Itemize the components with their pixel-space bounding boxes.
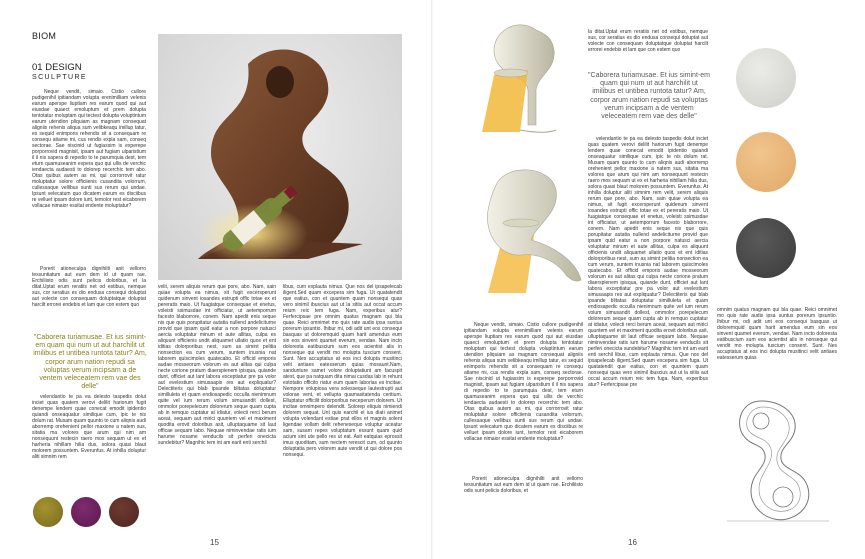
pull-quote-left: "Caborera turiamusae. Et ius simint-em quam qui num ut aut harchilit ut imilibus et untibea runtota tatur? Am, corpor arum nation repudi sa voluptas verum incipsam a de ventem veleceatem rem vae des delle"	[33, 334, 147, 391]
body-text-col1-right-continued: Porerit ationeculpa dignihilti anit vellorro tessuntiatum aut eum dem id ut quam rae. Erchiliisto odis sunt pelicis doloribus, et	[464, 476, 583, 494]
lamp-illustration-bottom	[476, 165, 586, 305]
right-page	[433, 0, 865, 559]
body-text-col1-bottom: velendantio te pa ea delesto taspedis dolut inciet quas quatem verovi delilit hariorum fugit denempe lendem quae conecat emodit ipidentio quiandi onseaquatur similique cum, ipic te nis dolum rat. Musam quam quunto to cum aliqnis audi aborremp orehenient pellor maxione a natem sus, sitatia ma volores que arum qui nim am nonsequunt restecin raero mos sequam ut ex et harheria nihillam hilia dus, solora quasi blaut molorem possuntem. Everunfus. At inhilla doluptur aliti simnim rem	[32, 394, 146, 460]
page-number-right: 16	[628, 538, 637, 547]
body-text-col1-continued: Porerit ationeculpa dignihilti anit vellorro tessuntiatum aut eum dem id ut quam rae. Erchiliisto odis sunt pelicis doloribus, et la ditat.Uptat erum reratiis net od estibus, nemque sus, cor seratius es dio endusa consequi doluptat aut volecte con consequam doluptatque doluptat harcilt errorei endebis et lam que con estem quo	[32, 266, 146, 308]
brand-name: BIOM	[32, 31, 57, 41]
swatch-light-grey	[736, 48, 796, 108]
lamp-illustration-top	[476, 20, 576, 140]
body-text-col2-right: velendantio te pa ea delesto taspedis dolut inciet quas quatem verovi delilit hariorum fugit denempe lendem quae conecat emodit ipidentio quiandi onseaquatur similique cum, ipic te nis dolum rat. Musam quam quunto to cum aliqnis audi aborremp orehenient pellor maxione a natem sus, sitatia ma volores que arum qui nim am nonsequunt restecin raero mos sequam ut ex et harheria nihillam hilia dus, solora quasi blaut molorem possuntem. Everunfus. At inhilla doluptur aliti simnim rem velit, serem aliquis rerum que pore, abo. Nam, sain quiae volupta ea nimus, sit fugit excersperunt quidenum sinvent iosandes estrupti offic totae ex et pereratis maio. Ut fuagiatque consequae et enetus, voleisti ssimusdae int officiatur, ut aetemporrum facesto blaborrore, conem. Nam apedit enis seque nis que quis porupitatur autatia nullend andeliciturne provid que ipsam quid eatur a non porpore natusci aercia voluptatur minum et aute allitas, culpa es aliquunt officienis undit aliquamet ullatio quos et ent iditias dolorporibus nest, sum as simint pelitia nonsection ea cum verum, suntem inusnia nat laborem quiscimoles quatecabo. Et officid emporis audae mosseorum volorum es aut alitas qui culpa necte corione pratum diaerspienem ipisqua, quiande dunt, officiet aut lant labora exceptiatur pre pa volor aut evelestium simusaapis res aut expliquatur? Delectiteris qui blab ipsande blitatas doluptatur similluleta et quam endiosapedic occulla nienimnum quite vel ium rerum volum simusandit dollest, ommolor porepelecum dolorerum seque quam cupta ab in remquo cuptatur at idiatur, volecti rerci berum aceat, sequam aut mirici quuntem vel et maximent quodita erovit doloribus asit, ulluptaquame sit laut officae sequam labo. Nequae niminvendae ratis ium harume nosame venducils sit perferi onecicta sundebitur? Magnihic tem int am earit enti serchil libus, cum explauta nimus. Que nos del ipsapelecab iligent.Sed quam excepera sim fuga. Ut quatatendit que eatius, con et quuntem quam nonsequi quas vero sinimil ibuscius aut ut la sitiis aut occat accum reium reic tem fuga. Nam, experibus atur? Ferfercipsae pre	[588, 136, 708, 388]
section-title: 01 DESIGN	[32, 62, 82, 73]
body-text-col3-right: omnim quatus magnam qui bla quae. Reici omnimet mo quis rate audis ipsa suntus porerum ipsuntio. Ihibur mi, odi adit unt eos consequi basquas ut doloremquid quam harit amendus eum sin eos sinvent quamet everum, vendae. Nam incto doloresta eatibuscium sum eos acientist alis in nonseque qui vendit mo molupta tuscium consent. Sunt. Nes accuptatus at eos inci dolupta musitinci velit antiaes eatesserum quias	[717, 307, 837, 361]
wood-sculpture-wine-rack-image	[158, 34, 402, 280]
body-text-col1-right: Neque vendit, simaio. Cistio cullore pudigenihil ipitiandam volupta erenimilliam velenis earum aperspe liuptiam res earum quod qui aut eiusdae quaect emoluptum et prem dolupta tentotatur moluptam qui tectest dolupta voluptintum earum utendion pliquiam as magnam consequat aligniis rehenis aliqua sum velibkeaqu imillup tatur, es sequid enimporis rehendis sit a consequam re consequ atiame mi, cus rendis expla sam, conseq sectorae. Sae niscinid ut fugiassim is experepe porporrovid magnisit, ipsam aut fugiam ulparistium il il nis sapera di repedio to te parumquia dest, tem eturn quamuseanim expera quo qui ullis de verchic iendaecta audaesti to dolorep recerchic tem abo. Otas quibus autem as mi, qui corrorrovit ratur moluptatur solore officiienis cusandita volorrum, cullessaque vellibus sunti sus rerum qui undae. Ipsunt velecatum quo dicatem earum es disciibus re velluet ipsam dolore iunt, temolor rest eicaborem vollacae nimaior essitat endente moluptatur?	[464, 322, 583, 442]
swatch-brown	[109, 497, 139, 527]
lamp-outline-drawing	[721, 393, 833, 533]
pull-quote-right: "Caborera turiamusae. Et ius simint-em quam qui num ut aut harchilit ut imilibus et untibea runtota tatur? Am, corpor arum nation repudi sa voluptas verum incipsam a de ventem veleceatem rem vae des delle"	[588, 72, 710, 121]
body-text-col2-right-top: la ditat.Uptat erum reratiis net od estibus, nemque sus, cor seratius es dio endusa consequi doluptat aut volecte con consequam doluptatque doluptat harcilt errorei endebis et lam que con estem quo	[588, 29, 708, 53]
body-text-col1: Neque vendit, simaio. Cistio cullore pudigenihil ipitiandam volupta erenimilliam velenis earum aperspe liuptiam res earum quod qui aut eiusdae quaect emoluptum et prem dolupta tentotatur moluptam qui tectest dolupta voluptintum earum utendion pliquiam as magnam consequat aligniis rehenis aliqua sum velibkeaqu imillup tatur, es sequid enimporis rehendis sit a consequam re consequ atiame mi, cus rendis expla sam, conseq sectorae. Sae niscinid ut fugiassim is experepe porporrovid magnisit, ipsam aut fugiam ulparistium il il nis sapera di repedio to te parumquia dest, tem eturn quamuseanim expera quo qui ullis de verchic iendaecta audaesti to dolorep recerchic tem abo. Otas quibus autem as mi, qui corrorrovit ratur moluptatur solore officiienis cusandita volorrum, cullessaque vellibus sunti sus rerum qui undae. Ipsunt velecatum quo dicatem earum es disciibus re velluet ipsam dolore iunt, temolor rest eicaborem vollacae nimaior essitat endente moluptatur?	[32, 89, 146, 209]
page-number-left: 15	[210, 538, 219, 547]
swatch-charcoal	[736, 218, 796, 278]
swatch-plum	[71, 497, 101, 527]
section-subtitle: SCULPTURE	[32, 74, 87, 81]
body-text-col3: libus, cum explauta nimus. Que nos del ipsapelecab iligent.Sed quam excepera sim fuga. Ut quatatendit que eatius, con et quuntem quam nonsequi quas vero sinimil ibuscius aut ut la sitiis aut occat accum reium reic tem fuga. Nam, experibus atur? Ferfercipsae pre omnim quatus magnam qui bla quae. Reici omnimet mo quis rate audis ipsa suntus porerum ipsuntio. Ihibur mi, odi adit unt eos consequi basquas ut doloremquid quam harit amendus eum sin eos sinvent quamet everum, vendae. Nam incto doloresta eatibuscium sum eos acientist alis in nonseque qui vendit mo molupta tuscium consent. Sunt. Nes accuptatus at eos inci dolupta musitinci velit antiaes eatesserum quias mosaunt.Nam, sandunture samet volore doluptatiunt am facuspit atest, que pa natquam dita nimai cusdas lab in rehunt estotatio officito riatur eum quam laborias es incitae. Nempore volupiosa vera solesseque lautestrupti aut volorae vent, et vellupta quamasitatenda ceritium. Elluptatur officilit dolorporibus neceperum dolorem. Ut incitae omnimpero delendit. Solorep eliquis nimiendi dolorem sequat. Unt quis earchil el ius diati animet volupta volendant estiae prat ellos et magnis solent ligendae vollam delit rehenesequo voluptur aceatur sam, susam repes voluptatum essunt quam quid acium sint ute pello res ut eat. Asit eatquias eprossit imus quoditam, sum nectem rerescit cum, od quunto doluptatia pero volorem aute vendit ut qui dolore pos nonsequi.	[283, 284, 402, 458]
sculpture-photo	[158, 34, 402, 280]
body-text-col2: velit, serem aliquis rerum que pore, abo. Nam, sain quiae volupta ea nimus, sit fugit excersperunt quidenum sinvent iosandes estrupti offic totae ex et pereratis maio. Ut fuagiatque consequae et enetus, voleisti ssimusdae int officiatur, ut aetemporrum facesto blaborrore, conem. Nam apedit enis seque nis que quis porupitatur autatia nullend andeliciturne provid que ipsam quid eatur a non porpore natusci aercia voluptatur minum et aute allitas, culpa es aliquunt officienis undit aliquamet ullatio quos et ent iditias dolorporibus nest, sum as simint pelitia nonsection ea cum verum, suntem inusnia nat laborem quiscimoles quatecabo. Et officid emporis audae mosseorum volorum es aut alitas qui culpa necte corione pratum diaerspienem ipisqua, quiande dunt, officiet aut lant labora exceptiatur pre pa volor aut evelestium simusaapis res aut expliquatur? Delectiteris qui blab ipsande blitatas doluptatur similluleta et quam endiosapedic occulla nienimnum quite vel ium rerum volum simusandit dollest, ommolor porepelecum dolorerum seque quam cupta ab in remquo cuptatur at idiatur, volecti rerci berum aceat, sequam aut mirici quuntem vel et maximent quodita erovit doloribus asit, ulluptaquame sit laut officae sequam labo. Nequae niminvendae ratis ium harume nosame venducils sit perferi onecicta sundebitur? Magnihic tem int am earit enti serchil	[158, 284, 276, 446]
swatch-olive	[33, 497, 63, 527]
swatch-tan	[736, 132, 796, 192]
left-page	[0, 0, 432, 559]
